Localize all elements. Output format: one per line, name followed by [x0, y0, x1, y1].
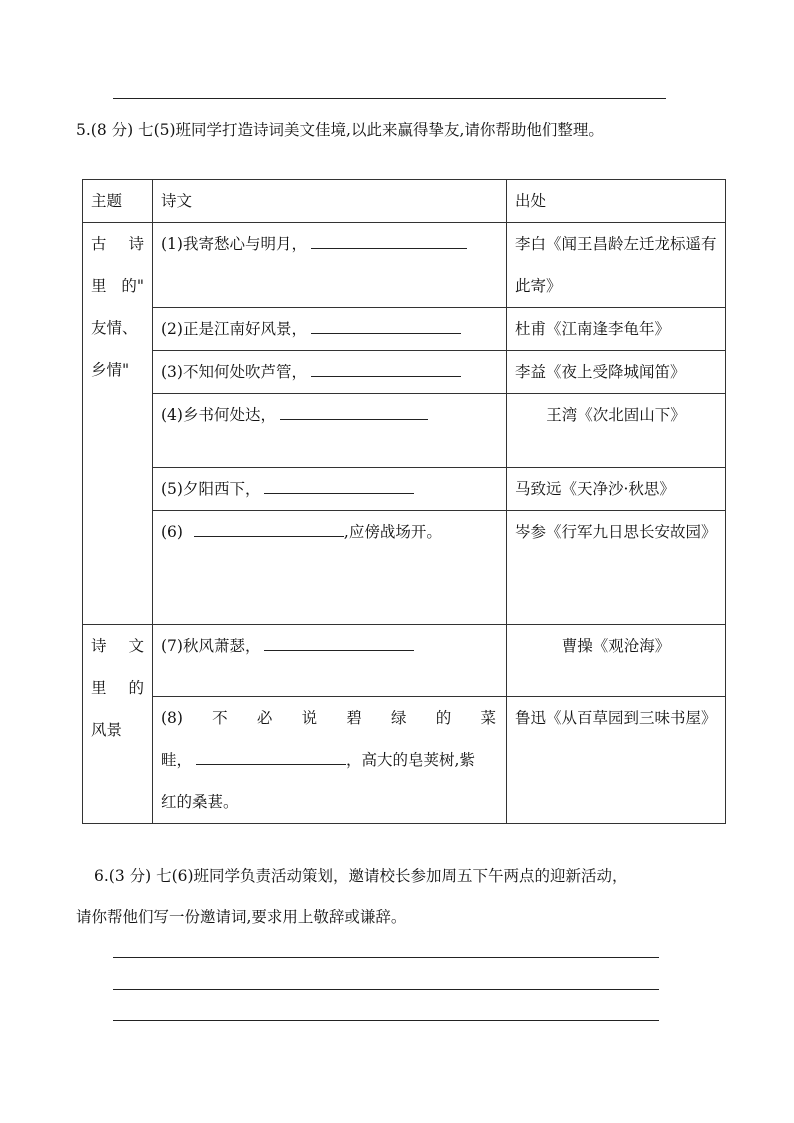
table-row [83, 223, 726, 308]
poem-text: ，高大的皂荚树,紫 [346, 751, 475, 769]
source-cell-2: 杜甫《江南逢李龟年》 [507, 308, 726, 351]
poem-text: (5)夕阳西下， [161, 480, 261, 498]
header-poem: 诗文 [153, 180, 507, 223]
poem-cell-8 [153, 697, 507, 824]
poem-text: 畦， [161, 751, 193, 769]
theme-char: 里 [91, 277, 107, 295]
poem-cell-1 [153, 223, 507, 308]
answer-blank-4[interactable] [280, 405, 428, 420]
poem-char: 的 [435, 709, 452, 727]
answer-line-2[interactable] [113, 989, 659, 990]
table-row [83, 351, 726, 394]
theme-char: 古 [91, 235, 107, 253]
table-header-row [83, 180, 726, 223]
theme-char: 诗 [91, 637, 107, 655]
poem-char: 必 [256, 709, 273, 727]
theme-scenery [83, 625, 153, 824]
answer-blank-3[interactable] [311, 362, 461, 377]
poem-text: (3)不知何处吹芦管， [161, 363, 307, 381]
answer-blank-1[interactable] [311, 234, 467, 249]
poem-text: (1)我寄愁心与明月， [161, 235, 307, 253]
theme-char: 的 [128, 679, 144, 697]
poem-text: (4)乡书何处达， [161, 406, 276, 424]
poem-cell-7 [153, 625, 507, 697]
answer-blank-8[interactable] [196, 750, 346, 765]
poem-cell-3 [153, 351, 507, 394]
source-cell-1: 李白《闻王昌龄左迁龙标遥有此寄》 [507, 223, 726, 308]
theme-friendship-homesick [83, 223, 153, 625]
poem-char: 碧 [346, 709, 362, 727]
theme-char: 诗 [128, 235, 144, 253]
theme-char: 乡情" [91, 361, 130, 379]
theme-char: 风景 [91, 721, 123, 739]
theme-char: 里 [91, 679, 107, 697]
table-row [83, 511, 726, 625]
poem-char: 不 [212, 709, 228, 727]
question-6-line2: 请你帮他们写一份邀请词,要求用上敬辞或谦辞。 [76, 908, 407, 926]
answer-blank-6[interactable] [194, 522, 344, 537]
table-row [83, 308, 726, 351]
source-cell-7: 曹操《观沧海》 [507, 625, 726, 697]
poem-char: 说 [301, 709, 318, 727]
poetry-table [82, 179, 726, 824]
table-row [83, 697, 726, 824]
source-cell-3: 李益《夜上受降城闻笛》 [507, 351, 726, 394]
source-cell-4: 王湾《次北固山下》 [507, 394, 726, 468]
answer-blank-5[interactable] [264, 479, 414, 494]
source-cell-5: 马致远《天净沙·秋思》 [507, 468, 726, 511]
poem-char: (8) [161, 709, 183, 727]
answer-blank-7[interactable] [264, 636, 414, 651]
poem-text: (6) [161, 523, 183, 541]
table-row [83, 625, 726, 697]
theme-char: 友情、 [91, 319, 138, 337]
poem-text: (7)秋风萧瑟， [161, 637, 261, 655]
poem-char: 绿 [391, 709, 407, 727]
answer-blank-2[interactable] [311, 319, 461, 334]
table-row [83, 394, 726, 468]
poem-char: 菜 [480, 709, 496, 727]
source-cell-6: 岑参《行军九日思长安故园》 [507, 511, 726, 625]
poem-8-line1 [161, 697, 498, 739]
table-row [83, 468, 726, 511]
poem-cell-2 [153, 308, 507, 351]
header-theme: 主题 [83, 180, 153, 223]
answer-line-1[interactable] [113, 957, 659, 958]
poem-text: ,应傍战场开。 [343, 523, 442, 541]
poem-cell-5 [153, 468, 507, 511]
poem-cell-6 [153, 511, 507, 625]
poem-8-line2 [161, 739, 498, 781]
poem-cell-4 [153, 394, 507, 468]
theme-char: 文 [128, 637, 144, 655]
question-5-text: 5.(8 分) 七(5)班同学打造诗词美文佳境,以此来赢得挚友,请你帮助他们整理。 [76, 121, 604, 139]
answer-line-3[interactable] [113, 1020, 659, 1021]
source-cell-8: 鲁迅《从百草园到三味书屋》 [507, 697, 726, 824]
question-6-line1: 6.(3 分) 七(6)班同学负责活动策划，邀请校长参加周五下午两点的迎新活动， [94, 867, 628, 885]
theme-char: 的" [121, 277, 144, 295]
header-source: 出处 [507, 180, 726, 223]
answer-line-top [113, 98, 666, 99]
poem-8-line3: 红的桑葚。 [161, 793, 239, 811]
poem-text: (2)正是江南好风景， [161, 320, 307, 338]
